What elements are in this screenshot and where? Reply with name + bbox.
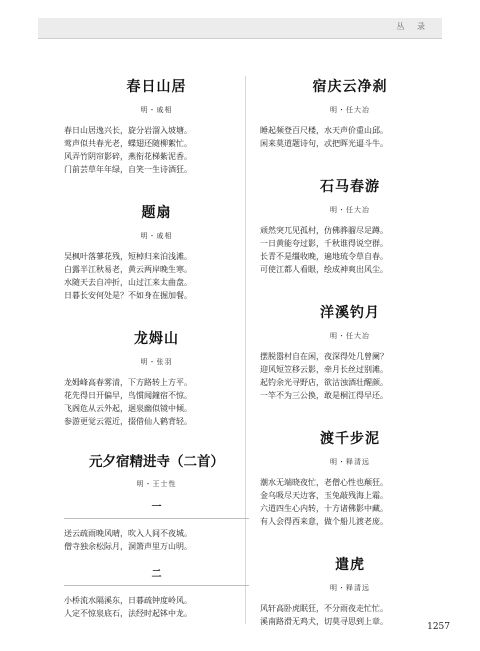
section-number: 一 xyxy=(151,502,162,513)
poem-line: 可使江都人看眼，绘成神爽出风尘。 xyxy=(260,265,388,274)
poem-line: 潮水无端晓夜忙，老僧心性也颠狂。 xyxy=(260,478,388,487)
poem-line: 花先得日开偏早，鸟惯闻鐘宿不惊。 xyxy=(64,391,192,400)
poem-line: 迎风短笠移云影，牵月长丝过别滩。 xyxy=(260,365,388,374)
poem-chunri-shanju xyxy=(64,76,249,176)
poem-line: 溪南路滑无鸡犬，切莫寻思到上章。 xyxy=(260,617,388,626)
poem-su-qingyun xyxy=(260,76,440,150)
poem-line: 闲来莫道题诗句，忒把晖光逼斗牛。 xyxy=(260,139,388,148)
poem-title: 春日山居 xyxy=(126,79,187,95)
poem-title: 石马春游 xyxy=(320,179,380,195)
running-header xyxy=(38,18,442,39)
poem-line: 六道四生心内转，十方诸佛影中藏。 xyxy=(260,504,388,513)
poem-author: 明・张羽 xyxy=(140,358,173,366)
poem-author: 明・任大冶 xyxy=(330,332,370,340)
poem-author: 明・王士性 xyxy=(136,480,177,488)
poem-line: 一日黄能夸过影，千秋谁得说空群。 xyxy=(260,239,388,248)
poem-author: 明・任大冶 xyxy=(330,206,370,214)
poem-line: 日暮长安何处是？不如身在掘加餐。 xyxy=(64,291,192,300)
section-number: 二 xyxy=(151,569,162,580)
poem-title: 龙姆山 xyxy=(134,331,179,347)
poem-line: 龙姆峰高春雾清，下方路转上方平。 xyxy=(64,378,192,387)
poem-title: 遣虎 xyxy=(335,557,365,573)
poem-line: 春日山居逸兴长，旋分岩溜入坡塘。 xyxy=(64,126,192,135)
poem-line: 有人会得西来意，做个船儿渡老庞。 xyxy=(260,517,388,526)
poem-author: 明・释清远 xyxy=(330,584,370,592)
poem-line: 小桥流水隔溪东，日暮疏钟度岭风。 xyxy=(64,596,192,605)
poem-line: 参游更觉云霓近，掇借仙人鹤背轻。 xyxy=(64,417,192,426)
poem-author: 明・戚相 xyxy=(140,232,173,240)
poem-yuanxi-jingjinsi xyxy=(64,450,249,620)
poem-line: 金乌吸尽天边客，玉兔敲残海上霜。 xyxy=(260,491,388,500)
poem-line: 僧寺独余松际月，洞箫声里万山明。 xyxy=(64,542,192,551)
poem-line: 睡起频登百尺楼，水天声价重山邱。 xyxy=(260,126,388,135)
running-header-text: 丛 录 xyxy=(396,22,430,31)
poem-line: 起钓余光寻野店，欲沽浊酒壮醒颜。 xyxy=(260,378,388,387)
poem-qianhu xyxy=(260,554,440,628)
left-column xyxy=(64,76,249,637)
poem-author: 明・释清远 xyxy=(330,458,370,466)
poem-du-qianbuni xyxy=(260,428,440,528)
poem-line: 莺声似共春光老，蝶翅还随柳絮忙。 xyxy=(64,139,192,148)
poem-shima-chunyou xyxy=(260,176,440,276)
poem-line: 一竿不为三公换，敢是桐江得早还。 xyxy=(260,391,388,400)
poem-longmushan xyxy=(64,328,249,428)
poem-line: 人定不惊泉底石，法经时起钵中龙。 xyxy=(64,609,192,618)
poem-line: 白露半江秋易老，黄云两岸晚生寒。 xyxy=(64,265,192,274)
poem-tishan xyxy=(64,202,249,302)
poem-author: 明・任大冶 xyxy=(330,106,370,114)
poem-line: 飞阁危从云外起，迴泉幽似镜中倾。 xyxy=(64,404,192,413)
poem-title: 洋溪钓月 xyxy=(320,305,380,321)
poem-title: 题扇 xyxy=(141,205,172,221)
poem-line: 长青不是缰收晚，遍地琉令草自春。 xyxy=(260,252,388,261)
poem-yangxi-diaoyue xyxy=(260,302,440,402)
poem-line: 吴枫叶落蓼花残，短棹归来泊浅滩。 xyxy=(64,252,192,261)
poem-title: 渡千步泥 xyxy=(320,431,380,447)
poem-line: 门前芸草年年绿，自笑一生诗酒狂。 xyxy=(64,165,192,174)
poem-line: 风弄竹阴帘影碎，燕衔花梯紫泥香。 xyxy=(64,152,192,161)
right-column xyxy=(260,76,440,645)
poem-line: 顽然突兀见孤村，仿佛骅骝尽足蹲。 xyxy=(260,226,388,235)
poem-line: 风轩高卧虎眠狂，不分雨夜走忙忙。 xyxy=(260,604,388,613)
poem-line: 水随天去自冲折，山过江来太曲盘。 xyxy=(64,278,192,287)
poem-line: 送云疏雨晚风晴，吹入人间不夜城。 xyxy=(64,529,192,538)
poem-title: 宿庆云净刹 xyxy=(312,79,388,95)
poem-title: 元夕宿精进寺（二首） xyxy=(89,454,224,470)
page-number: 1257 xyxy=(427,622,450,632)
poem-author: 明・戚相 xyxy=(140,106,173,114)
poem-line: 摆脱嚣村自在闲，夜深得处几曾阑？ xyxy=(260,352,388,361)
section-rule xyxy=(64,585,249,586)
section-rule xyxy=(64,518,249,519)
